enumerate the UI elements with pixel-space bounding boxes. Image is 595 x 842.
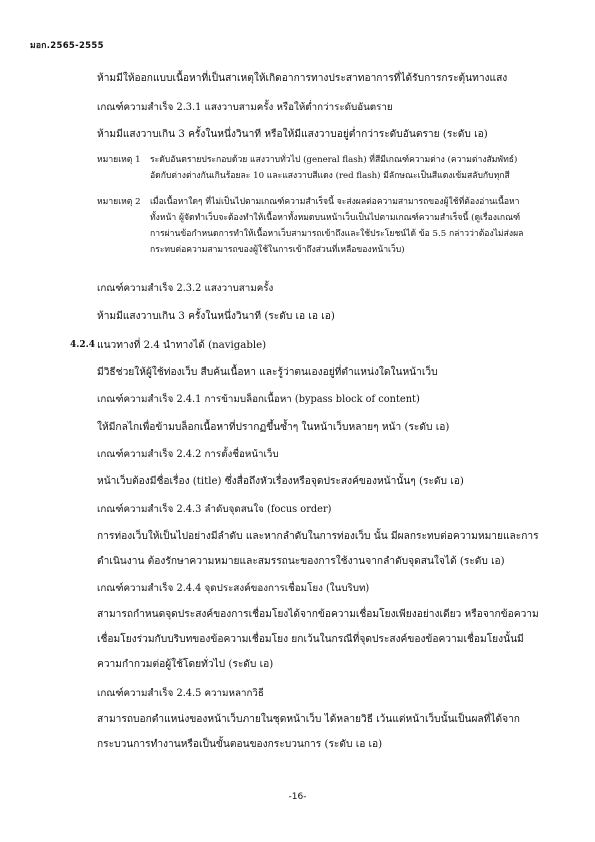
body-text: การท่องเว็บให้เป็นไปอย่างมีลำดับ และหากลำดับในการท่องเว็บ นั้น มีผลกระทบต่อความหมายและการ: [97, 531, 539, 542]
body-text: เชื่อมโยงร่วมกับบริบทของข้อความเชื่อมโยง ยกเว้นในกรณีที่จุดประสงค์ของข้อความเชื่อมโยงนั้นมี: [97, 634, 524, 645]
body-text: สามารถบอกตำแหน่งของหน้าเว็บภายในชุดหน้าเว็บ ได้หลายวิธี เว้นแต่หน้าเว็บนั้นเป็นผลที่ได้จาก: [97, 714, 520, 725]
note-text: เมื่อเนื้อหาใดๆ ที่ไม่เป็นไปตามเกณฑ์ความสำเร็จนี้ จะส่งผลต่อความสามารถของผู้ใช้ที่ต้องอ่านเนื้อหา: [150, 197, 520, 207]
criterion-heading: เกณฑ์ความสำเร็จ 2.4.1 การข้ามบล็อกเนื้อหา (bypass block of content): [97, 394, 420, 405]
criterion-heading: เกณฑ์ความสำเร็จ 2.4.3 ลำดับจุดสนใจ (focus order): [97, 504, 332, 515]
section-number: 4.2.4: [70, 340, 96, 350]
note-label: หมายเหตุ 2: [97, 197, 141, 207]
body-text: ห้ามมีให้ออกแบบเนื้อหาที่เป็นสาเหตุให้เกิดอาการทางประสาทอาการที่ได้รับการกระตุ้นทางแสง: [97, 73, 508, 84]
body-text: หน้าเว็บต้องมีชื่อเรื่อง (title) ซึ่งสื่อถึงหัวเรื่องหรือจุดประสงค์ของหน้านั้นๆ (ระดับ เอ): [97, 476, 464, 487]
body-text: ความกำกวมต่อผู้ใช้โดยทั่วไป (ระดับ เอ): [97, 659, 274, 670]
body-text: ดำเนินงาน ต้องรักษาความหมายและสมรรถนะของการใช้งานจากลำดับจุดสนใจได้ (ระดับ เอ): [97, 556, 505, 567]
page-number: -16-: [288, 792, 307, 802]
body-text: สามารถกำหนดจุดประสงค์ของการเชื่อมโยงได้จากข้อความเชื่อมโยงเพียงอย่างเดียว หรือจากข้อความ: [97, 609, 539, 620]
body-text: มีวิธีช่วยให้ผู้ใช้ท่องเว็บ สืบค้นเนื้อหา และรู้ว่าตนเองอยู่ที่ตำแหน่งใดในหน้าเว็บ: [97, 367, 438, 378]
body-text: ให้มีกลไกเพื่อข้ามบล็อกเนื้อหาที่ปรากฏขึ้นซ้ำๆ ในหน้าเว็บหลายๆ หน้า (ระดับ เอ): [97, 422, 450, 433]
document-code: มอก.2565-2555: [30, 41, 104, 51]
note-label: หมายเหตุ 1: [97, 155, 141, 165]
note-text: กระทบต่อความสามารถของผู้ใช้ในการเข้าถึงส่วนที่เหลือของหน้าเว็บ): [150, 245, 405, 255]
criterion-heading: เกณฑ์ความสำเร็จ 2.3.2 แสงวาบสามครั้ง: [97, 283, 274, 294]
criterion-heading: เกณฑ์ความสำเร็จ 2.4.2 การตั้งชื่อหน้าเว็บ: [97, 449, 279, 460]
criterion-heading: เกณฑ์ความสำเร็จ 2.4.4 จุดประสงค์ของการเชื่อมโยง (ในบริบท): [97, 583, 370, 594]
note-text: ทั้งหน้า ผู้จัดทำเว็บจะต้องทำให้เนื้อหาทั้งหมดบนหน้าเว็บเป็นไปตามเกณฑ์ความสำเร็จนี้ (ดูเรื่องเกณฑ์: [150, 213, 521, 223]
criterion-heading: เกณฑ์ความสำเร็จ 2.3.1 แสงวาบสามครั้ง หรือให้ต่ำกว่าระดับอันตราย: [97, 102, 393, 113]
note-text: อัดกับต่างต่างกันเกินร้อยละ 10 และแสงวาบสีแดง (red flash) มีลักษณะเป็นสีแดงเข้มสลับกับทุกสี: [150, 171, 510, 181]
body-text: ห้ามมีแสงวาบเกิน 3 ครั้งในหนึ่งวินาที (ระดับ เอ เอ เอ): [97, 311, 335, 322]
criterion-heading: เกณฑ์ความสำเร็จ 2.4.5 ความหลากวิธี: [97, 688, 264, 699]
note-text: การผ่านข้อกำหนดการทำให้เนื้อหาเว็บสามารถเข้าถึงและใช้ประโยชน์ได้ ข้อ 5.5 กล่าวว่าต้องไม่ส่งผล: [150, 229, 524, 239]
body-text: ห้ามมีแสงวาบเกิน 3 ครั้งในหนึ่งวินาที หรือให้มีแสงวาบอยู่ต่ำกว่าระดับอันตราย (ระดับ เอ): [97, 129, 488, 140]
body-text: กระบวนการทำงานหรือเป็นขั้นตอนของกระบวนการ (ระดับ เอ เอ): [97, 739, 383, 750]
note-text: ระดับอันตรายประกอบด้วย แสงวาบทั่วไป (general flash) ที่สีมีเกณฑ์ความต่าง (ความต่างสัมพัทธ์): [150, 155, 518, 165]
section-title: แนวทางที่ 2.4 นำทางได้ (navigable): [97, 340, 267, 351]
